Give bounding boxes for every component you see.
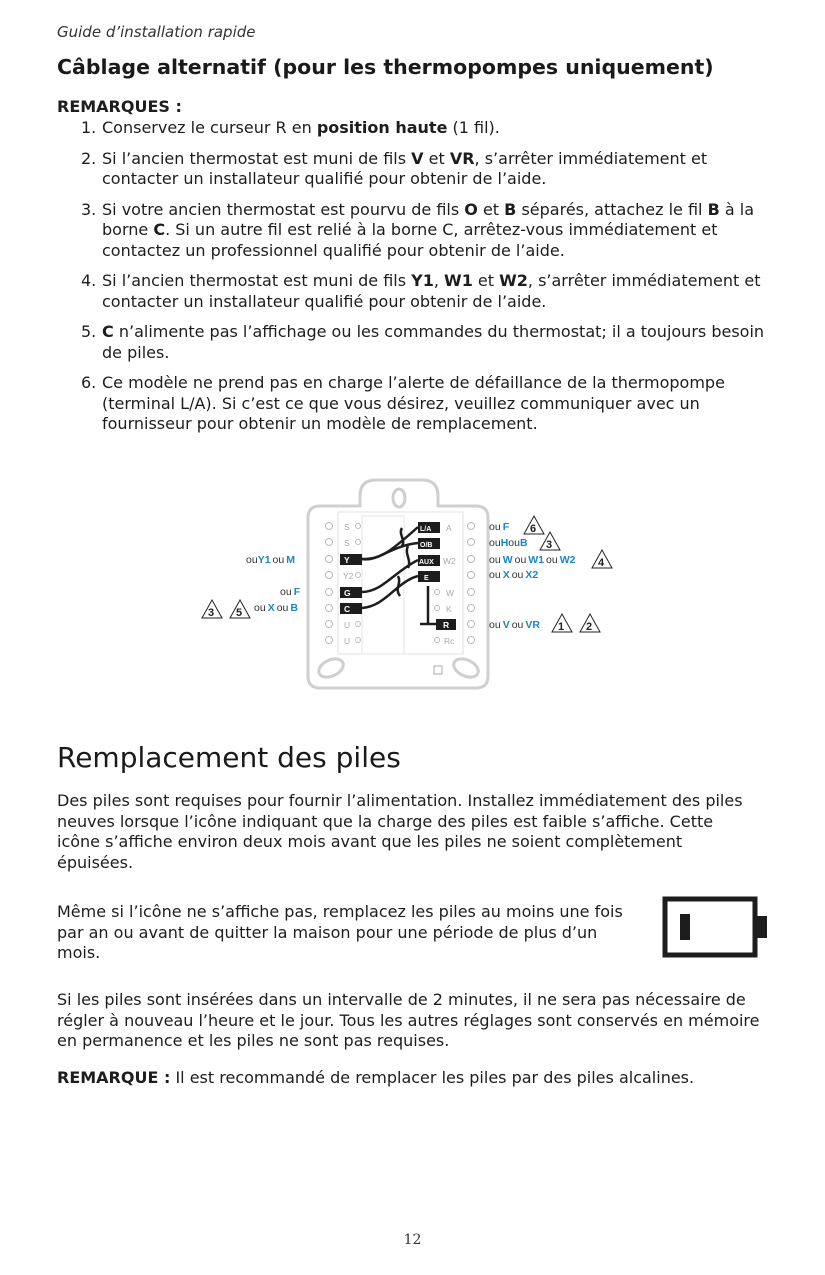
note-text: (1 fil). (447, 118, 500, 137)
note-emphasis: C (153, 220, 166, 239)
battery-note (57, 1068, 772, 1089)
note-emphasis: B (707, 199, 720, 219)
note-text: et (423, 148, 450, 168)
note-item (81, 322, 781, 363)
note-text: Ce modèle ne prend pas en charge l’alerte de défaillance de la thermopompe (terminal L/A). Si c’est ce que vous désirez, veuillez communiquer avec un fournisseur pour obtenir un modèle de remplacement. (102, 373, 725, 433)
terminal-u1: U (344, 620, 351, 630)
terminal-ob: O/B (420, 542, 433, 549)
terminal-c: C (344, 604, 351, 614)
note-text: et (472, 271, 500, 290)
marker-3-right: 3 (546, 539, 553, 551)
note-number: 4. (81, 271, 97, 290)
battery-note-text: Il est recommandé de remplacer les piles par des piles alcalines. (170, 1068, 695, 1087)
note-emphasis: V (411, 148, 424, 168)
label-row-aux: ou W ou W1 ou W2 (489, 554, 576, 566)
right-screws (435, 590, 440, 643)
note-item (81, 271, 781, 312)
note-emphasis: W2 (499, 271, 528, 290)
mount-hole-right (451, 655, 481, 680)
terminal-s2: S (344, 538, 350, 548)
note-number: 5. (81, 322, 97, 341)
note-number: 3. (81, 199, 97, 219)
battery-paragraph-1: Des piles sont requises pour fournir l’alimentation. Installez immédiatement des piles neuves lorsque l’icône indiquant que la charge des piles est faible s’affiche. Cette icône s’affiche environ deux mois avant que les piles ne soient complètement épuisées. (57, 791, 743, 872)
note-text: , s’arrêter immédiatement et contacter un installateur qualifié pour obtenir de l’aide. (102, 271, 761, 311)
running-header: Guide d’installation rapide (57, 23, 256, 41)
label-row-la: ou F (489, 521, 510, 533)
terminal-w: W (446, 588, 455, 598)
marker-2: 2 (586, 621, 593, 633)
note-number: 1. (81, 118, 97, 137)
label-row-e: ou X ou X2 (489, 569, 539, 581)
terminal-y2: Y2 (343, 571, 354, 581)
wiring-diagram (190, 476, 630, 698)
terminal-s1: S (344, 522, 350, 532)
note-emphasis: B (504, 199, 517, 219)
note-item (81, 118, 781, 139)
marker-5: 5 (236, 607, 243, 619)
left-screws (356, 524, 361, 643)
terminal-k: K (446, 604, 452, 614)
battery-paragraph-2: Même si l’icône ne s’affiche pas, remplacez les piles au moins une fois par an ou avant de quitter la maison pour une période de plus d’un mois. (57, 902, 623, 962)
terminal-e-plate (418, 571, 440, 582)
terminal-u2: U (344, 636, 351, 646)
note-emphasis: W1 (444, 271, 473, 290)
note-text: Si l’ancien thermostat est muni de fils (102, 148, 412, 168)
note-emphasis: position haute (316, 118, 448, 137)
marker-4: 4 (598, 557, 605, 569)
notes-list (81, 118, 781, 445)
marker-1: 1 (558, 621, 565, 633)
mount-hole-top (393, 489, 405, 507)
note-item (81, 373, 781, 435)
notes-heading: REMARQUES : (57, 97, 182, 116)
label-row-g: ou F (280, 586, 301, 598)
note-text: Conservez le curseur R en (102, 118, 317, 137)
note-emphasis: Y1 (411, 271, 434, 290)
terminal-w2: W2 (443, 556, 456, 566)
page-number: 12 (403, 1232, 422, 1248)
label-row-r: ou V ou VR (489, 619, 540, 631)
label-row-c: ou X ou B (254, 602, 298, 614)
terminal-r: R (443, 620, 450, 630)
terminal-rc: Rc (444, 636, 455, 646)
note-item (81, 149, 781, 190)
note-text: séparés, attachez le fil (516, 199, 708, 219)
terminal-la: L/A (420, 526, 432, 533)
battery-paragraph-3: Si les piles sont insérées dans un intervalle de 2 minutes, il ne sera pas nécessaire de régler à nouveau l’heure et le jour. Tous les autres réglages sont conservés en mémoire en permanence et les piles ne sont pas requises. (57, 990, 760, 1050)
marker-3-left: 3 (208, 607, 215, 619)
left-outer-holes (326, 523, 333, 644)
note-text: Si l’ancien thermostat est muni de fils (102, 271, 412, 290)
release-tab (434, 666, 442, 674)
low-battery-icon (662, 896, 772, 958)
terminal-g: G (344, 588, 351, 598)
terminal-a: A (446, 523, 452, 533)
note-text: Si votre ancien thermostat est pourvu de fils (102, 199, 465, 219)
note-number: 6. (81, 373, 97, 392)
terminal-aux: AUX (419, 559, 434, 566)
marker-6: 6 (530, 523, 537, 535)
note-emphasis: C (102, 322, 114, 341)
note-item (81, 200, 781, 262)
battery-note-label: REMARQUE : (57, 1068, 171, 1087)
note-text: à la borne (102, 199, 755, 239)
note-emphasis: O (464, 199, 478, 219)
note-number: 2. (81, 148, 97, 168)
note-text: , s’arrêter immédiatement et contacter un installateur qualifié pour obtenir de l’aide. (102, 148, 708, 188)
note-text: . Si un autre fil est relié à la borne C, arrêtez-vous immédiatement et contactez un professionnel qualifié pour obtenir de l’aide. (102, 220, 718, 260)
note-emphasis: VR (449, 148, 475, 168)
note-text: , (433, 271, 445, 290)
note-text: et (477, 199, 505, 219)
battery-section-heading: Remplacement des piles (57, 741, 401, 774)
terminal-e: E (424, 575, 429, 582)
label-row-y: ouY1 ou M (246, 554, 295, 566)
right-outer-holes (468, 523, 475, 644)
label-row-ob: ouHouB (489, 537, 528, 549)
section-title: Câblage alternatif (pour les thermopompes uniquement) (57, 55, 714, 79)
mount-hole-left (316, 655, 346, 680)
terminal-y: Y (344, 555, 350, 565)
note-text: n’alimente pas l’affichage ou les commandes du thermostat; il a toujours besoin de piles. (102, 322, 765, 362)
